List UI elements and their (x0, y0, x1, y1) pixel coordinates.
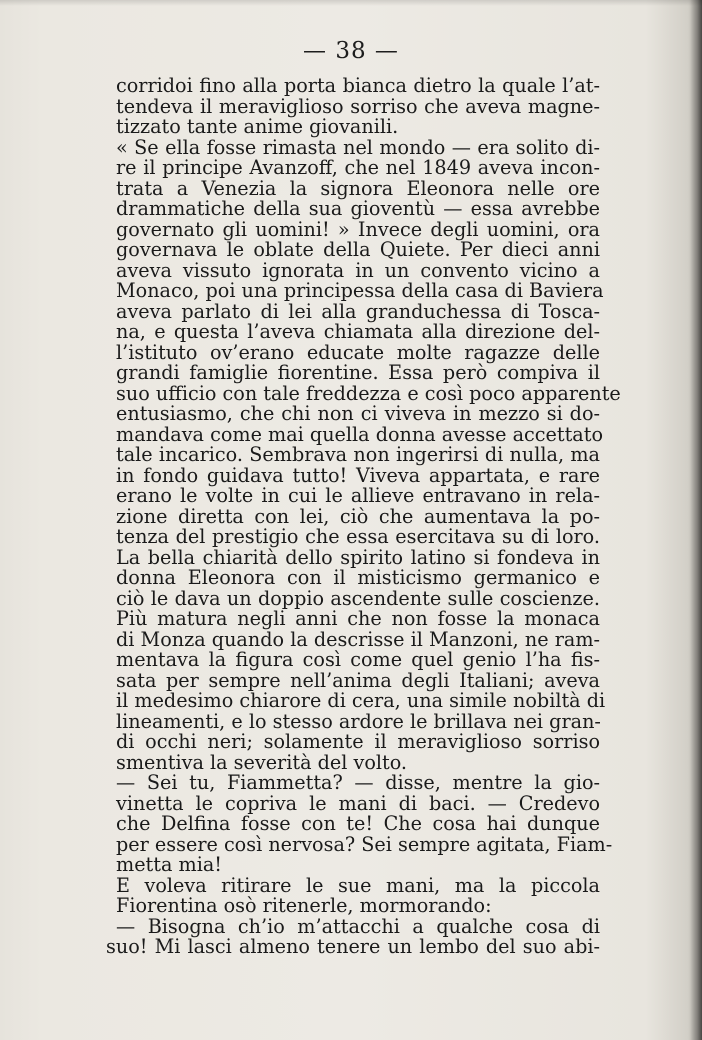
text-line: donna Eleonora con il misticismo germanico e (116, 566, 600, 589)
text-line: suo ufficio con tale freddezza e così poco apparente (116, 381, 621, 405)
text-line: in fondo guidava tutto! Viveva appartata, e rare (116, 463, 600, 487)
text-line: tale incarico. Sembrava non ingerirsi di nulla, ma (116, 443, 600, 466)
text-line: di Monza quando la descrisse il Manzoni, ne ram- (116, 627, 600, 651)
text-line: lineamenti, e lo stesso ardore le brillava nei gran- (116, 709, 601, 733)
body-text (106, 74, 621, 958)
text-line: aveva vissuto ignorata in un convento vicino a (116, 258, 600, 282)
text-line: ciò le dava un doppio ascendente sulle coscienze. (116, 586, 600, 610)
text-line: La bella chiarità dello spirito latino si fondeva in (116, 545, 600, 569)
text-line: Più matura negli anni che non fosse la monaca (116, 607, 600, 630)
text-line: per essere così nervosa? Sei sempre agitata, Fiam- (116, 832, 613, 856)
text-line: — Sei tu, Fiammetta? — disse, mentre la gio- (116, 771, 600, 794)
text-line: il medesimo chiarore di cera, una simile nobiltà di (116, 689, 606, 712)
text-line: re il principe Avanzoff, che nel 1849 aveva incon- (116, 156, 600, 179)
text-line: trata a Venezia la signora Eleonora nelle ore (116, 176, 600, 200)
text-line: drammatiche della sua gioventù — essa avrebbe (116, 197, 600, 220)
text-line: aveva parlato di lei alla granduchessa di Tosca- (116, 299, 600, 323)
text-line: suo! Mi lasci almeno tenere un lembo del suo abi- (106, 935, 600, 958)
text-line: governato gli uomini! » Invece degli uomini, ora (116, 217, 600, 241)
text-line: entusiasmo, che chi non ci viveva in mezzo si do- (116, 402, 600, 425)
text-line: zione diretta con lei, ciò che aumentava la po- (116, 504, 600, 528)
text-line: sata per sempre nell’anima degli Italiani; aveva (116, 668, 600, 692)
text-line: mandava come mai quella donna avesse accettato (116, 422, 603, 446)
text-line: di occhi neri; solamente il meraviglioso sorriso (116, 730, 600, 753)
text-line: governava le oblate della Quiete. Per dieci anni (116, 238, 600, 261)
text-line: Monaco, poi una principessa della casa di Baviera (116, 279, 604, 302)
text-line: vinetta le copriva le mani di baci. — Credevo (116, 791, 600, 815)
text-line: che Delfina fosse con te! Che cosa hai dunque (116, 812, 600, 835)
text-line: « Se ella fosse rimasta nel mondo — era solito di- (116, 135, 600, 159)
text-line: metta mia! (116, 853, 222, 876)
text-line: smentiva la severità del volto. (116, 750, 408, 774)
text-line: mentava la figura così come quel genio l’ha fis- (116, 648, 600, 671)
text-line: grandi famiglie fiorentine. Essa però compiva il (116, 361, 600, 384)
page-top-edge (0, 0, 702, 6)
text-line: tizzato tante anime giovanili. (116, 115, 399, 138)
text-line: tendeva il meraviglioso sorriso che aveva magne- (116, 94, 600, 118)
text-line: Fiorentina osò ritenerle, mormorando: (116, 894, 492, 917)
text-line: na, e questa l’aveva chiamata alla direzione del- (116, 320, 600, 343)
text-line: erano le volte in cui le allieve entravano in rela- (116, 484, 600, 507)
text-line: l’istituto ov’erano educate molte ragazze delle (116, 340, 600, 364)
text-line: tenza del prestigio che essa esercitava su di loro. (116, 525, 600, 548)
text-line: — Bisogna ch’io m’attacchi a qualche cosa di (116, 914, 600, 938)
text-line: E voleva ritirare le sue mani, ma la piccola (116, 873, 600, 897)
text-line: corridoi fino alla porta bianca dietro la quale l’at- (116, 74, 600, 97)
page-number: — 38 — (303, 38, 399, 64)
binding-shadow (690, 0, 702, 1040)
